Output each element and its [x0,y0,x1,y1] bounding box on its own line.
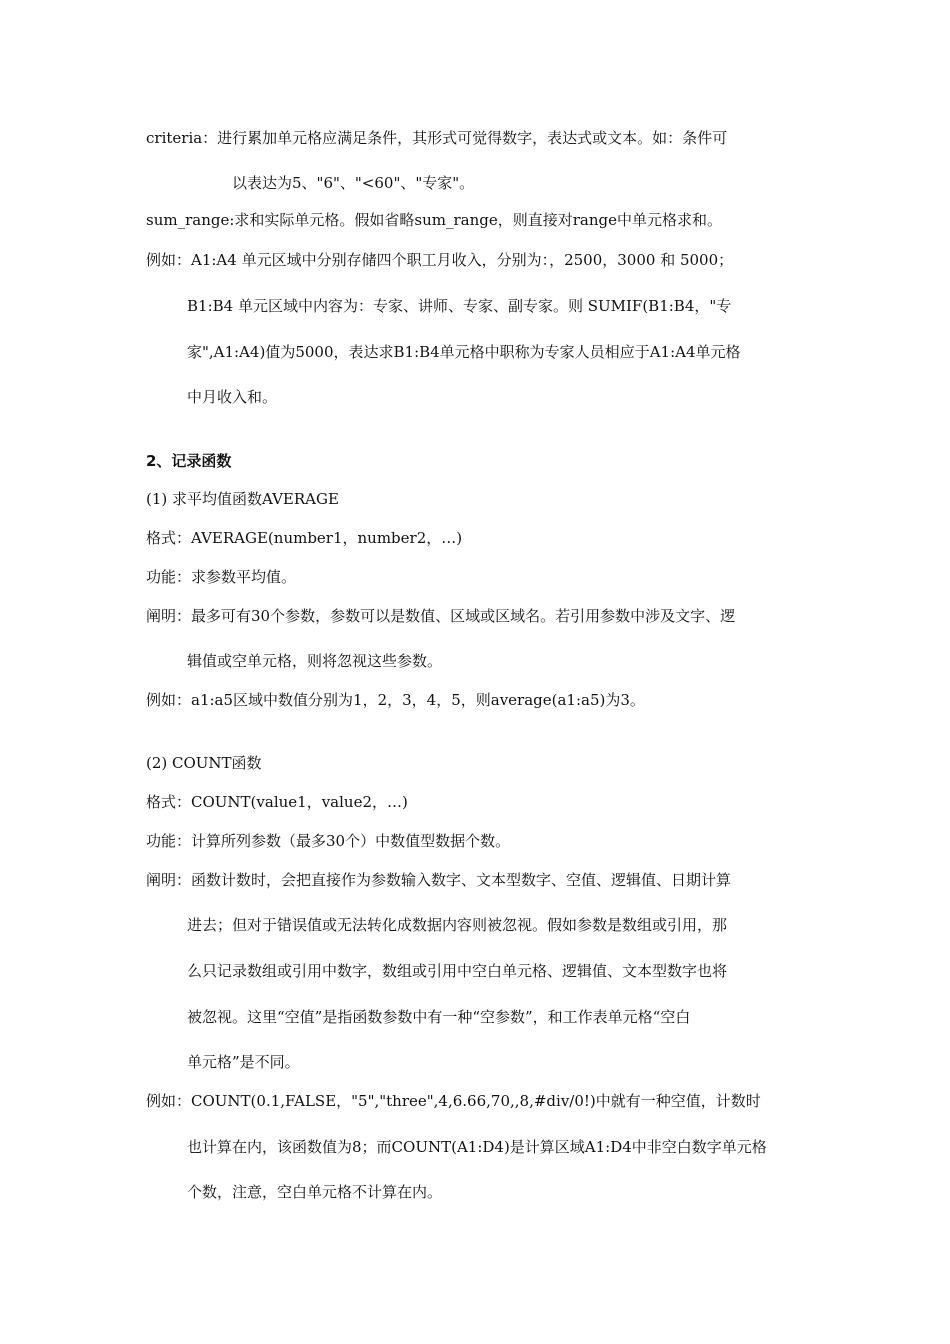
criteria-example: 以表达为5、"6"、"<60"、"专家"。 [232,174,475,192]
section-heading: 2、记录函数 [146,452,232,470]
count-subheading: (2) COUNT函数 [146,754,262,772]
average-function: 功能：求参数平均值。 [146,568,297,586]
average-note-line-2: 辑值或空单元格，则将忽视这些参数。 [187,652,443,670]
average-note-line-1: 阐明：最多可有30个参数，参数可以是数值、区域或区域名。若引用参数中涉及文字、逻 [146,607,736,625]
count-example-line-3: 个数，注意，空白单元格不计算在内。 [187,1183,443,1201]
average-example: 例如：a1:a5区域中数值分别为1，2，3，4，5，则average(a1:a5)为3。 [146,691,645,709]
sumif-example-line-1: 例如：A1:A4 单元区域中分别存储四个职工月收入，分别为：，2500，3000 和 5000； [146,251,734,269]
sum-range-description: sum_range:求和实际单元格。假如省略sum_range，则直接对range中单元格求和。 [146,211,722,229]
count-function: 功能：计算所列参数（最多30个）中数值型数据个数。 [146,832,511,850]
count-example-line-2: 也计算在内，该函数值为8；而COUNT(A1:D4)是计算区域A1:D4中非空白数字单元格 [187,1138,767,1156]
count-format: 格式：COUNT(value1，value2，…) [146,793,408,811]
average-subheading: (1) 求平均值函数AVERAGE [146,490,339,508]
count-note-line-4: 被忽视。这里“空值”是指函数参数中有一种“空参数”，和工作表单元格“空白 [187,1008,691,1026]
sumif-example-line-3: 家",A1:A4)值为5000，表达求B1:B4单元格中职称为专家人员相应于A1:A4单元格 [187,343,741,361]
count-note-line-2: 进去；但对于错误值或无法转化成数据内容则被忽视。假如参数是数组或引用，那 [187,916,728,934]
count-note-line-3: 么只记录数组或引用中数字，数组或引用中空白单元格、逻辑值、文本型数字也将 [187,962,728,980]
average-format: 格式：AVERAGE(number1，number2，…) [146,529,463,547]
sumif-example-line-4: 中月收入和。 [187,388,278,406]
sumif-example-line-2: B1:B4 单元区域中内容为：专家、讲师、专家、副专家。则 SUMIF(B1:B4，"专 [187,297,732,315]
criteria-description: criteria：进行累加单元格应满足条件，其形式可觉得数字，表达式或文本。如：条件可 [146,129,728,147]
count-note-line-1: 阐明：函数计数时，会把直接作为参数输入数字、文本型数字、空值、逻辑值、日期计算 [146,871,732,889]
count-note-line-5: 单元格”是不同。 [187,1053,300,1071]
count-example-line-1: 例如：COUNT(0.1,FALSE，"5","three",4,6.66,70,,8,#div/0!)中就有一种空值，计数时 [146,1092,761,1110]
